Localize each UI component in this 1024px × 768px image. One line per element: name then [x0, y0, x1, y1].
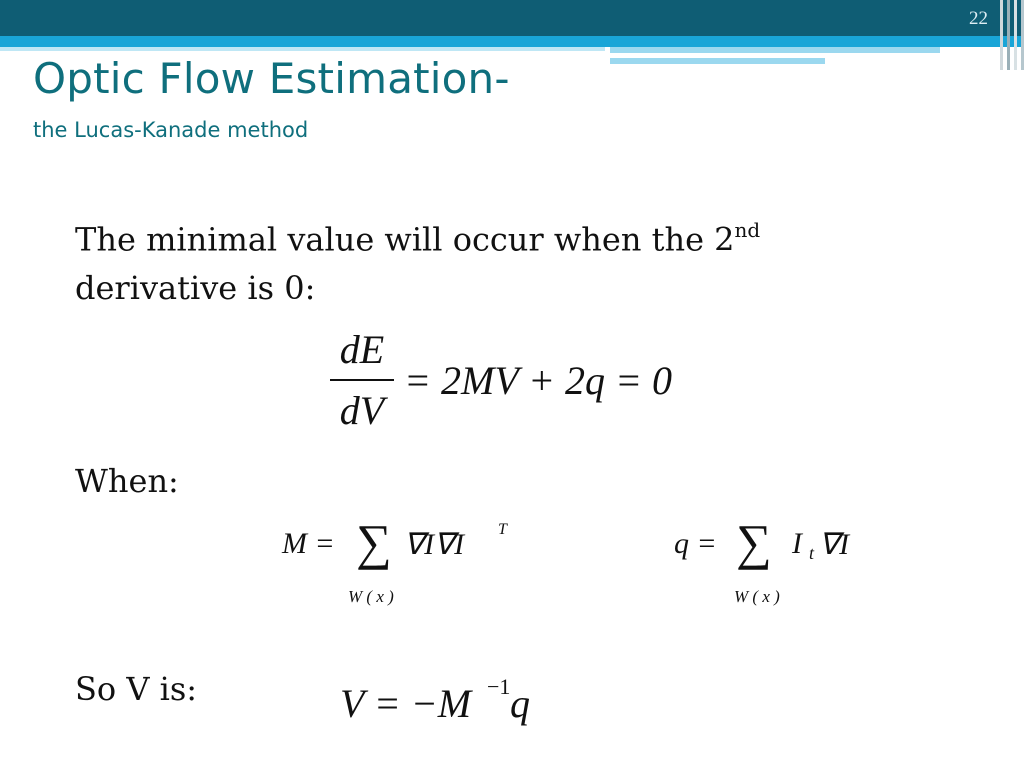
header-stripe-right-2 [610, 58, 825, 64]
header-stripe [0, 36, 1024, 47]
body-paragraph [75, 208, 895, 312]
slide-subtitle: the Lucas-Kanade method [33, 118, 309, 142]
equation-q-subscript-t: t [809, 543, 815, 563]
vertical-line [1007, 0, 1010, 70]
header-stripe-right-1 [610, 47, 940, 53]
equation-m-term: ∇I∇I [404, 528, 465, 561]
equation-m-lhs: M = [282, 527, 335, 560]
fraction-bar [330, 379, 394, 381]
vertical-line [1000, 0, 1003, 70]
equation-derivative [330, 325, 672, 435]
summation-subscript: W ( x ) [348, 587, 394, 606]
equation-rhs: = 2MV + 2q = 0 [404, 357, 673, 403]
equation-q-gradient: ∇I [819, 528, 850, 561]
header-bar [0, 0, 1024, 36]
ordinal-suffix: nd [734, 218, 761, 242]
body-line-1: The minimal value will occur when the 2 [75, 220, 735, 259]
equation-v-q: q [510, 681, 530, 726]
header-stripe-pale [0, 47, 605, 51]
equation-m [282, 515, 542, 605]
summation-subscript: W ( x ) [734, 587, 780, 606]
summation-symbol: ∑ [356, 514, 392, 570]
equation-q-term-i: I [792, 527, 802, 560]
inverse-superscript: −1 [487, 674, 511, 699]
vertical-line [1014, 0, 1017, 70]
slide-title: Optic Flow Estimation- [33, 54, 510, 103]
slide-number: 22 [969, 8, 988, 29]
body-line-2: derivative is 0: [75, 268, 316, 307]
label-when: When: [75, 462, 179, 500]
equation-v-lhs: V = −M [340, 681, 472, 726]
fraction-numerator: dE [339, 327, 385, 372]
summation-symbol: ∑ [736, 514, 772, 570]
fraction-denominator: dV [339, 388, 385, 433]
equation-v [340, 672, 540, 742]
equation-q [674, 515, 894, 605]
transpose-superscript: T [498, 521, 507, 538]
label-so-v: So V is: [75, 670, 198, 708]
equation-q-lhs: q = [674, 527, 717, 560]
fraction [330, 326, 394, 434]
